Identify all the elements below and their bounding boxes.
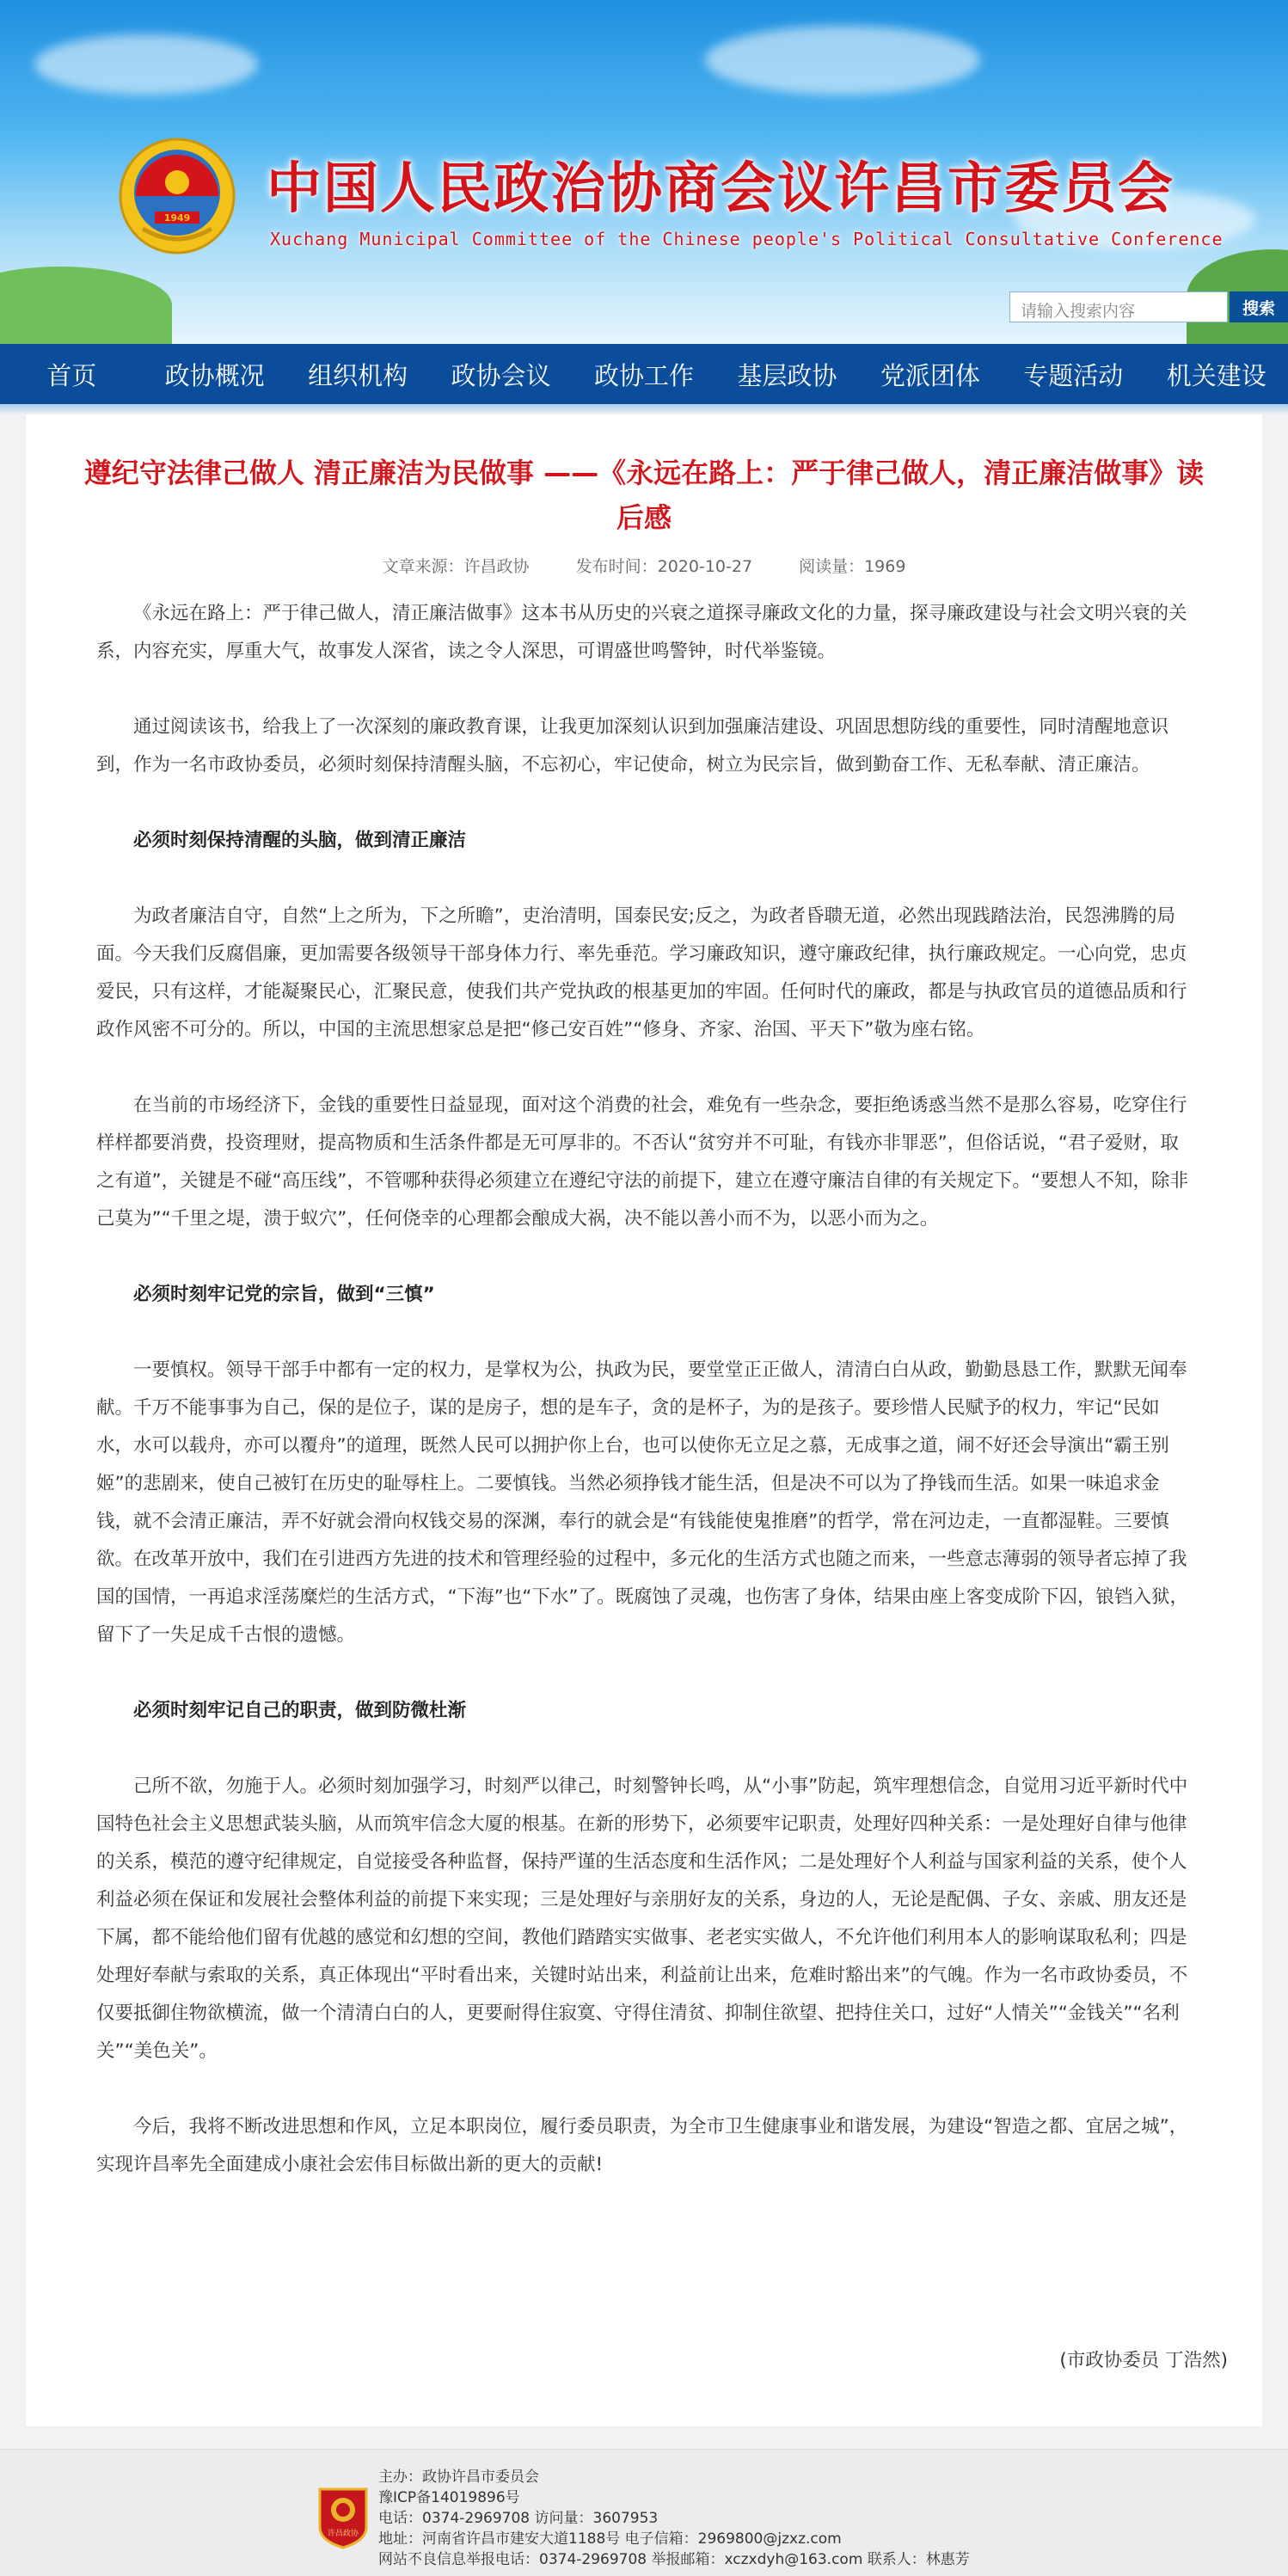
hill-decoration [0,267,172,344]
article-paragraph: 为政者廉洁自守，自然“上之所为，下之所瞻”，吏治清明，国泰民安;反之，为政者昏聩无道，必然出现践踏法治，民怨沸腾的局面。今天我们反腐倡廉，更加需要各级领导干部身体力行、率先垂范。学习廉政知识，遵守廉政纪律，执行廉政规定。一心向党，忠贞爱民，只有这样，才能凝聚民心，汇聚民意，使我们共产党执政的根基更加的牢固。任何时代的廉政，都是与执政官员的道德品质和行政作风密不可分的。所以，中国的主流思想家总是把“修己安百姓”“修身、齐家、治国、平天下”敬为座右铭。 [96,905,1187,1040]
cloud-decoration [34,34,258,95]
footer-sponsor: 主办：政协许昌市委员会 [378,2469,539,2486]
nav-item-home[interactable]: 首页 [46,360,97,390]
section-heading: 必须时刻牢记党的宗旨，做到“三慎” [133,1284,435,1305]
nav-item-topics[interactable]: 专题活动 [1023,360,1124,390]
cloud-decoration [705,26,980,95]
section-heading: 必须时刻牢记自己的职责，做到防微杜渐 [133,1700,467,1721]
cppcc-emblem-icon [117,136,237,256]
footer-logo-text: 许昌政协 [327,2530,359,2538]
article-meta [26,554,1262,577]
article-title: 遵纪守法律己做人 清正廉洁为民做事 ——《永远在路上：严于律己做人，清正廉洁做事》读后感 [83,457,1205,534]
article-paragraph: 今后，我将不断改进思想和作风，立足本职岗位，履行委员职责，为全市卫生健康事业和谐发展，为建设“智造之都、宜居之城”，实现许昌率先全面建成小康社会宏伟目标做出新的更大的贡献! [96,2116,1188,2175]
main-nav [0,344,1288,404]
header-banner [0,0,1288,344]
article-paragraph: 通过阅读该书，给我上了一次深刻的廉政教育课，让我更加深刻认识到加强廉洁建设、巩固思想防线的重要性，同时清醒地意识到，作为一名市政协委员，必须时刻保持清醒头脑，不忘初心，牢记使命，树立为民宗旨，做到勤奋工作、无私奉献、清正廉洁。 [96,716,1169,776]
nav-shadow [0,404,1288,414]
article-body [96,595,1192,2222]
article-card [26,414,1262,2426]
emblem-year: 1949 [163,212,191,224]
footer [0,2449,1288,2576]
article-source: 文章来源：许昌政协 [382,557,530,576]
footer-icp[interactable]: 豫ICP备14019896号 [378,2489,520,2506]
nav-item-parties[interactable]: 党派团体 [880,360,980,390]
footer-phone-visits: 电话：0374-2969708 访问量：3607953 [378,2510,659,2527]
article-paragraph: 己所不欲，勿施于人。必须时刻加强学习，时刻严以律己，时刻警钟长鸣，从“小事”防起，筑牢理想信念，自觉用习近平新时代中国特色社会主义思想武装头脑，从而筑牢信念大厦的根基。在新的形势下，必须要牢记职责，处理好四种关系：一是处理好自律与他律的关系，模范的遵守纪律规定，自觉接受各种监督，保持严谨的生活态度和生活作风；二是处理好个人利益与国家利益的关系，使个人利益必须在保证和发展社会整体利益的前提下来实现；三是处理好与亲朋好友的关系，身边的人，无论是配偶、子女、亲戚、朋友还是下属，都不能给他们留有优越的感觉和幻想的空间，教他们踏踏实实做事、老老实实做人，不允许他们利用本人的影响谋取私利；四是处理好奉献与索取的关系，真正体现出“平时看出来，关键时站出来，利益前让出来，危难时豁出来”的气魄。作为一名市政协委员，不仅要抵御住物欲横流，做一个清清白白的人，更要耐得住寂寞、守得住清贫、抑制住欲望、把持住关口，过好“人情关”“金钱关”“名利关”“美色关”。 [96,1776,1188,2062]
nav-item-overview[interactable]: 政协概况 [164,360,265,390]
article-paragraph: 在当前的市场经济下，金钱的重要性日益显现，面对这个消费的社会，难免有一些杂念，要拒绝诱惑当然不是那么容易，吃穿住行样样都要消费，投资理财，提高物质和生活条件都是无可厚非的。不否认“贫穷并不可耻，有钱亦非罪恶”，但俗话说，“君子爱财，取之有道”，关键是不碰“高压线”，不管哪种获得必须建立在遵纪守法的前提下，建立在遵守廉洁自律的有关规定下。“要想人不知，除非己莫为”“千里之堤，溃于蚁穴”，任何侥幸的心理都会酿成大祸，决不能以善小而不为，以恶小而为之。 [96,1095,1189,1230]
site-title: 中国人民政治协商会议许昌市委员会 [267,157,1175,221]
footer-report-contact: 网站不良信息举报电话：0374-2969708 举报邮箱：xczxdyh@163.com 联系人：林惠芳 [378,2551,970,2568]
footer-address-email: 地址：河南省许昌市建安大道1188号 电子信箱：2969800@jzxz.com [378,2530,842,2548]
nav-item-meetings[interactable]: 政协会议 [451,360,551,390]
search-input[interactable]: 请输入搜索内容 [1009,291,1228,322]
article-paragraph: 《永远在路上：严于律己做人，清正廉洁做事》这本书从历史的兴衰之道探寻廉政文化的力量，探寻廉政建设与社会文明兴衰的关系，内容充实，厚重大气，故事发人深省，读之令人深思，可谓盛世鸣警钟，时代举鉴镜。 [96,603,1187,662]
article-signature: (市政协委员 丁浩然) [1059,2350,1228,2371]
article-date: 发布时间：2020-10-27 [575,557,753,576]
site-subtitle: Xuchang Municipal Committee of the Chinese people's Political Consultative Conference [270,229,1224,249]
nav-item-organ-building[interactable]: 机关建设 [1166,360,1267,390]
article-paragraph: 一要慎权。领导干部手中都有一定的权力，是掌权为公，执政为民，要堂堂正正做人，清清白白从政，勤勤恳恳工作，默默无闻奉献。千万不能事事为自己，保的是位子，谋的是房子，想的是车子，贪的是杯子，为的是孩子。要珍惜人民赋予的权力，牢记“民如水，水可以载舟，亦可以覆舟”的道理，既然人民可以拥护你上台，也可以使你无立足之慕，无成事之道，闹不好还会导演出“霸王别姬”的悲剧来，使自己被钉在历史的耻辱柱上。二要慎钱。当然必须挣钱才能生活，但是决不可以为了挣钱而生活。如果一味追求金钱，就不会清正廉洁，弄不好就会滑向权钱交易的深渊，奉行的就会是“有钱能使鬼推磨”的哲学，常在河边走，一直都湿鞋。三要慎欲。在改革开放中，我们在引进西方先进的技术和管理经验的过程中，多元化的生活方式也随之而来，一些意志薄弱的领导者忘掉了我国的国情，一再追求淫荡糜烂的生活方式，“下海”也“下水”了。既腐蚀了灵魂，也伤害了身体，结果由座上客变成阶下囚，锒铛入狱，留下了一失足成千古恨的遗憾。 [96,1359,1189,1646]
nav-item-grassroots[interactable]: 基层政协 [737,360,837,390]
article-views: 阅读量：1969 [799,557,906,576]
footer-logo-icon [316,2484,370,2549]
nav-item-organization[interactable]: 组织机构 [308,360,408,390]
footer-info [378,2467,970,2570]
section-heading: 必须时刻保持清醒的头脑，做到清正廉洁 [133,830,467,851]
search-button[interactable]: 搜索 [1230,291,1288,322]
nav-item-work[interactable]: 政协工作 [593,360,694,390]
